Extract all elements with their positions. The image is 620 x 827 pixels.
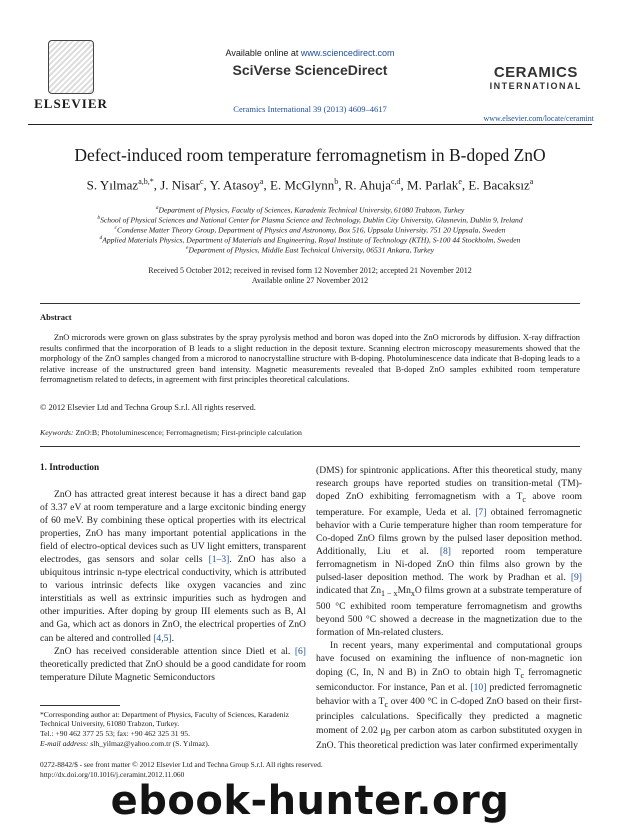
author-name: J. Nisar [160, 177, 200, 193]
affiliation-mark: e [186, 245, 189, 251]
journal-citation[interactable]: Ceramics International 39 (2013) 4609–4617 [233, 104, 387, 114]
publisher-name: ELSEVIER [34, 96, 108, 111]
citation-link[interactable]: [9] [570, 572, 582, 584]
paragraph-text: O films grown at a substrate temperature of 500 °C exhibited room temperature ferromagnetism and growths beyond 500 °C showed a decrease in the magnetization due to the formation of Mn-related clusters. [316, 585, 582, 639]
available-online-date: Available online 27 November 2012 [251, 276, 369, 285]
keywords-divider [40, 446, 580, 447]
author-list: S. Yılmaz$^{a,b,*}$, J. Nisar$^c$, Y. Atasoy$^a$, E. McGlynn$^b$, R. Ahuja$^{c,d}$, M. Parlak$^e$, E. Bacaksız$^a$ [86, 177, 534, 193]
citation-link[interactable]: [8] [439, 546, 451, 558]
paragraph-text: Mn [397, 585, 411, 597]
paragraph-text: ferromagnetic semiconductor. For instance, Pan et al. [316, 666, 582, 694]
subscript: B [385, 728, 391, 738]
article-title: Defect-induced room temperature ferromagnetism in B-doped ZnO [74, 145, 546, 165]
subscript: 1 − x [381, 589, 398, 599]
journal-logo-line2: INTERNATIONAL [489, 81, 582, 91]
author-affil[interactable]: c,d [390, 177, 401, 186]
author-affil[interactable]: a [529, 177, 534, 186]
paragraph [316, 464, 582, 639]
paragraph-text: per carbon atom as carbon substituted oxygen in ZnO. This theoretical prediction was later confirmed experimentally [316, 724, 582, 752]
right-column [316, 464, 582, 753]
author-name: E. McGlynn [269, 177, 335, 193]
journal-logo-line1: CERAMICS [493, 64, 578, 81]
author-name: M. Parlak [407, 177, 459, 193]
paragraph-text: above room temperature. For example, Ueda et al. [316, 491, 582, 519]
keywords-list: ZnO:B; Photoluminescence; Ferromagnetism; First-principle calculation [73, 428, 302, 437]
affiliation [0, 235, 620, 245]
author-affil[interactable]: b [334, 177, 339, 186]
keywords-label: Keywords: [40, 428, 74, 437]
footnote-divider [40, 705, 120, 706]
section-heading: 1. Introduction [40, 462, 100, 472]
email-address[interactable]: slh_yilmaz@yahoo.com.tr (S. Yılmaz). [88, 739, 210, 748]
author-name: E. Bacaksız [468, 177, 530, 193]
doi-link[interactable]: http://dx.doi.org/10.1016/j.ceramint.2012.11.060 [40, 770, 185, 779]
citation-link[interactable]: [7] [475, 507, 487, 519]
available-online-line [0, 48, 620, 58]
paragraph-text: (DMS) for spintronic applications. After this theoretical study, many research groups have reported studies on transition-metal (TM)-doped ZnO exhibiting ferromagnetism with a T [316, 465, 582, 503]
abstract-text: ZnO microrods were grown on glass substrates by the spray pyrolysis method and boron was doped into the ZnO microrods by diffusion. X-ray diffraction results confirmed that the incorporation of B leads to a slight reduction in the deposit texture. Scanning electron microscopy measurements showed that the morphology of the ZnO samples changed from a microrod to nanocrystalline structure with B-doping. Photoluminescence data indicate that B-doping leads to a relative increase of the unstructured green band intensity. Magnetic measurements revealed that B-doped ZnO samples exhibited room temperature ferromagnetism related to defects, in agreement with first principles theoretical calculations. [40, 333, 580, 385]
paragraph-text: . [171, 632, 175, 644]
author-affil[interactable]: a [259, 177, 264, 186]
subscript: c [520, 670, 525, 680]
left-column [40, 488, 306, 684]
affiliation-text: School of Physical Sciences and National Center for Plasma Science and Technology, Dublin City University, Glasnevin, Dublin 9, Ireland [100, 215, 523, 225]
affiliation-text: Department of Physics, Middle East Technical University, 06531 Ankara, Turkey [188, 245, 434, 255]
sciencedirect-link[interactable]: www.sciencedirect.com [300, 48, 395, 58]
paragraph-text: ZnO has received considerable attention since Dietl et al. [54, 645, 295, 657]
affiliation-text: Department of Physics, Faculty of Sciences, Karadeniz Technical University, 61080 Trabzon, Turkey [158, 205, 465, 215]
footnote-corresponding: *Corresponding author at: Department of Physics, Faculty of Sciences, Karadeniz Technical University, 61080 Trabzon, Turkey. [40, 710, 290, 729]
paragraph [40, 488, 306, 645]
received-dates: Received 5 October 2012; received in revised form 12 November 2012; accepted 21 November 2012 [148, 266, 472, 275]
abstract-heading: Abstract [40, 312, 72, 322]
affiliation-mark: b [97, 215, 101, 221]
author-affil[interactable]: c [199, 177, 204, 186]
author-name: S. Yılmaz [86, 177, 139, 193]
paragraph-text: ZnO has attracted great interest because it has a direct band gap of 3.37 eV at room temperature and a large excitonic binding energy of 60 meV. By combining these optical properties with its electrical properties, ZnO has many important potential applications in the field of electro-optical devices such as UV light emitters, transparent electrodes, gas sensors and solar cells [40, 489, 306, 566]
abstract-copyright: © 2012 Elsevier Ltd and Techna Group S.r.l. All rights reserved. [40, 403, 256, 412]
journal-url-link[interactable]: www.elsevier.com/locate/ceramint [483, 114, 594, 123]
header-divider [28, 124, 592, 125]
paragraph-text: over 400 °C in C-doped ZnO based on their first-principles calculations. Specifically they predicted a magnetic moment of 2.02 μ [316, 695, 582, 736]
subscript: c [384, 699, 389, 709]
citation-link[interactable]: [10] [470, 682, 487, 694]
citation-link[interactable]: [6] [294, 645, 306, 657]
subscript: c [522, 495, 526, 504]
email-label: E-mail address: [40, 739, 89, 748]
available-prefix: Available online at [225, 48, 301, 58]
abstract-divider [40, 303, 580, 304]
subscript: x [410, 589, 415, 599]
affiliation-mark: a [155, 205, 159, 211]
affiliation [0, 205, 620, 215]
paragraph-text: indicated that Zn [316, 585, 382, 597]
paragraph-text: . ZnO has also a ubiquitous intrinsic n-type electrical conductivity, which is attributed to various intrinsic defects like oxygen vacancies and zinc interstitials as well as extrinsic impurities such as hydrogen and other impurities. After doping by group III elements such as B, Al and Ga, which act as donors in ZnO, the electrical properties of ZnO can be altered and controlled [40, 554, 306, 644]
footnote-phone: Tel.: +90 462 377 25 53; fax: +90 462 325 31 95. [40, 729, 190, 738]
paragraph [40, 645, 306, 684]
footnote-email [40, 739, 308, 748]
watermark: ebook-hunter.org [110, 778, 510, 824]
affiliation-mark: c [114, 225, 117, 231]
affiliation-mark: d [99, 235, 103, 241]
paragraph [316, 639, 582, 752]
keywords [40, 428, 302, 437]
citation-link[interactable]: [1–3] [208, 554, 230, 566]
author-name: Y. Atasoy [209, 177, 260, 193]
issn-line: 0272-8842/$ - see front matter © 2012 Elsevier Ltd and Techna Group S.r.l. All rights reserved. [40, 760, 323, 769]
paragraph-text: obtained ferromagnetic behavior with a Curie temperature higher than room temperature for Co-doped ZnO films grown by the pulsed laser deposition method. Additionally, Liu et al. [316, 507, 582, 558]
paragraph-text: reported room temperature ferromagnetism in Ni-doped ZnO thin films also grown by the pulsed-laser deposition method. The work by Pradhan et al. [316, 546, 582, 584]
affiliation [0, 245, 620, 255]
affiliation-text: Condense Matter Theory Group, Department of Physics and Astronomy, Box 516, Uppsala University, 751 20 Uppsala, Sweden [117, 225, 506, 235]
affiliation-text: Applied Materials Physics, Department of Materials and Engineering, Royal Institute of Technology (KTH), S-100 44 Stockholm, Sweden [102, 235, 521, 245]
paragraph-text: theoretically predicted that ZnO should be a good candidate for room temperature Dilute Magnetic Semiconductors [40, 658, 306, 683]
citation-link[interactable]: [4,5] [153, 632, 172, 644]
author-affil[interactable]: e [458, 177, 462, 186]
affiliation [0, 225, 620, 235]
author-name: R. Ahuja [344, 177, 391, 193]
journal-logo [490, 64, 582, 91]
paragraph-text: predicted ferromagnetic behavior with a T [316, 682, 582, 707]
paragraph-text: In recent years, many experimental and computational groups have focused on examining the influence of non-magnetic ion doping (C, In, N and B) in ZnO to obtain high T [316, 640, 582, 678]
platform-name: SciVerse ScienceDirect [232, 62, 388, 78]
affiliation [0, 215, 620, 225]
author-affil[interactable]: a,b,* [138, 177, 154, 186]
